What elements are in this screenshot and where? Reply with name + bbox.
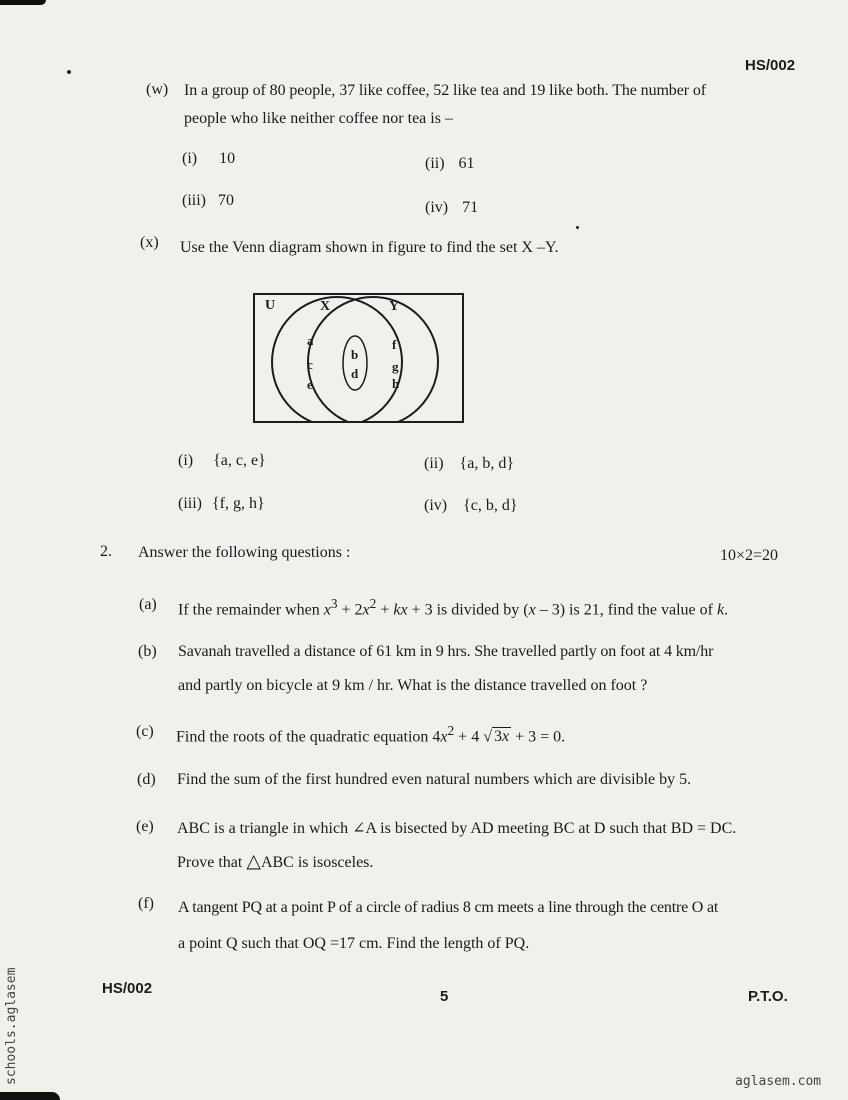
scan-edge-mark (0, 0, 46, 5)
question-2f-line1: A tangent PQ at a point P of a circle of radius 8 cm meets a line through the centre O at (178, 899, 719, 916)
question-2-number: 2. (100, 543, 112, 560)
venn-circles (255, 295, 462, 421)
question-2e-line1 (177, 818, 736, 838)
circle-y (308, 297, 438, 421)
text-segment: . (724, 601, 729, 619)
option-value: 71 (462, 199, 479, 216)
question-2c-label: (c) (136, 723, 154, 740)
venn-element-y-only: h (392, 376, 400, 391)
question-2c-text: Find the roots of the quadratic equation $4x^2 + 4$ √ 3x + 3 = 0. (176, 723, 566, 746)
option-value: 70 (218, 192, 234, 209)
option-label: (i) (182, 150, 198, 167)
option-x-iv (424, 497, 518, 515)
option-value: {c, b, d} (463, 497, 518, 514)
question-2f-line2: a point Q such that OQ =17 cm. Find the length of PQ. (178, 935, 530, 952)
question-2-text: Answer the following questions : (138, 544, 351, 561)
footer-code: HS/002 (102, 980, 153, 997)
universe-label: U (265, 298, 276, 313)
set-x-label: X (320, 299, 331, 314)
scan-edge-mark (0, 1092, 60, 1100)
venn-element-y-only: g (392, 359, 399, 374)
text-segment: ABC is isosceles. (260, 854, 374, 871)
option-label: (ii) (424, 455, 444, 472)
text-segment: Prove that (177, 854, 247, 871)
question-2d-text: Find the sum of the first hundred even natural numbers which are divisible by 5. (177, 771, 692, 788)
question-x-text: Use the Venn diagram shown in figure to find the set X –Y. (180, 239, 559, 256)
venn-element-x-only: a (307, 333, 314, 348)
venn-element-both: b (351, 347, 359, 362)
option-value: {f, g, h} (212, 495, 265, 512)
text-segment: A is bisected by AD meeting BC at D such that BD = DC. (365, 820, 737, 837)
angle-symbol: ∠ (352, 820, 366, 837)
question-2b-line1: Savanah travelled a distance of 61 km in 9 hrs. She travelled partly on foot at 4 km/hr (178, 643, 714, 660)
question-2-marks: 10×2=20 (720, 547, 779, 564)
option-label: (iv) (424, 497, 448, 514)
option-w-i (182, 150, 235, 168)
page-number: 5 (440, 988, 449, 1005)
text-segment: is 21, find the value of (565, 601, 717, 619)
triangle-symbol: △ (246, 851, 261, 872)
option-value: {a, b, d} (459, 455, 515, 472)
math-polynomial: x (323, 601, 331, 619)
option-value: 10 (219, 150, 236, 167)
side-watermark: schools.aglasem (4, 967, 19, 1085)
question-2b-label: (b) (138, 643, 157, 660)
question-2e-line2 (177, 850, 373, 873)
text-segment: ABC is a triangle in which (177, 820, 353, 837)
text-segment: + 3 = 0. (511, 728, 566, 746)
option-x-iii (178, 495, 265, 513)
pto-label: P.T.O. (748, 988, 788, 1005)
option-w-iii (182, 192, 234, 210)
scan-dot (67, 70, 71, 74)
question-2a-label: (a) (139, 596, 157, 613)
question-2b-line2: and partly on bicycle at 9 km / hr. What is the distance travelled on foot ? (178, 677, 648, 694)
venn-element-x-only: c (307, 357, 313, 372)
question-w-label: (w) (146, 81, 169, 98)
set-y-label: Y (389, 299, 400, 314)
question-w-text-line2: people who like neither coffee nor tea is – (184, 110, 453, 127)
question-w-text-line1: In a group of 80 people, 37 like coffee, 52 like tea and 19 like both. The number of (184, 82, 706, 99)
venn-diagram (253, 293, 464, 423)
text-segment: If the remainder when (178, 601, 324, 619)
option-value: 61 (458, 155, 475, 172)
text-segment: is divided by (432, 601, 524, 619)
option-w-iv (425, 199, 478, 217)
option-label: (i) (178, 452, 194, 469)
venn-element-both: d (351, 366, 359, 381)
corner-watermark: aglasem.com (735, 1074, 822, 1089)
option-label: (iv) (425, 199, 449, 216)
option-value: {a, c, e} (213, 452, 266, 469)
option-x-i (178, 452, 266, 470)
circle-x (272, 297, 402, 421)
question-2d-label: (d) (137, 771, 156, 788)
option-x-ii (424, 455, 514, 473)
math-k: k (716, 601, 725, 619)
venn-element-y-only: f (392, 337, 397, 352)
question-2a-text: If the remainder when $x^3 + 2x^2$ + kx + 3 is divided by (x – 3) is 21, find the value of k. (178, 596, 729, 619)
question-2f-label: (f) (138, 895, 154, 912)
sqrt-symbol: √ (483, 728, 492, 746)
sqrt-radicand: 3x (493, 728, 510, 746)
scan-dot (576, 226, 579, 229)
option-label: (iii) (182, 192, 206, 209)
option-label: (iii) (178, 495, 202, 512)
question-x-label: (x) (140, 234, 159, 251)
option-w-ii (425, 155, 475, 173)
option-label: (ii) (425, 155, 445, 172)
venn-element-x-only: e (307, 377, 313, 392)
text-segment: + 4 (454, 728, 484, 746)
text-segment: Find the roots of the quadratic equation 4 (176, 728, 441, 746)
header-code: HS/002 (745, 57, 796, 74)
question-2e-label: (e) (136, 818, 154, 835)
